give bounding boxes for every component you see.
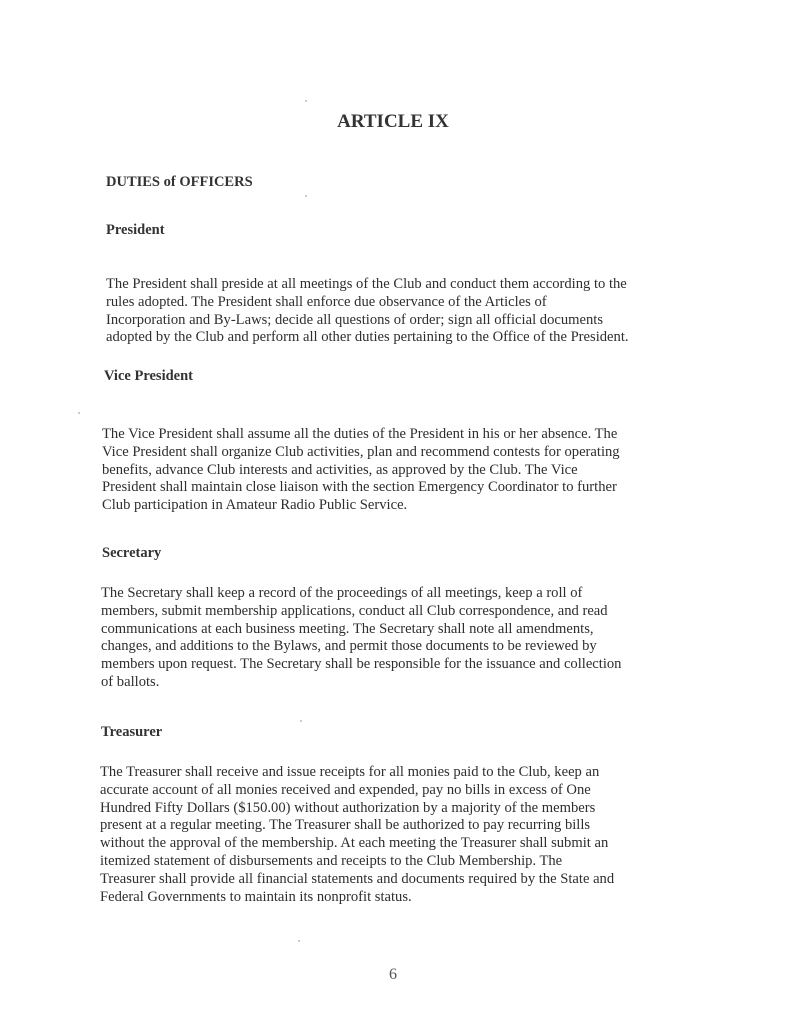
article-title: ARTICLE IX [337, 111, 449, 132]
paragraph-vice-president: The Vice President shall assume all the duties of the President in his or her absence. The Vice President shall organize Club activities, plan and recommend contests for operating benefits, advance Club interests and activities, as approved by the Club. The Vice President shall maintain close liaison with the section Emergency Coordinator to further Club participation in Amateur Radio Public Service. [102, 426, 620, 514]
scan-speck [305, 100, 307, 102]
scan-speck [298, 940, 300, 942]
heading-president: President [106, 222, 165, 238]
page-number: 6 [389, 966, 397, 983]
heading-vice-president: Vice President [104, 368, 193, 384]
heading-secretary: Secretary [102, 545, 162, 561]
scan-speck [78, 412, 80, 414]
paragraph-secretary: The Secretary shall keep a record of the proceedings of all meetings, keep a roll of members, submit membership applications, conduct all Club correspondence, and read communications at each business meeting. The Secretary shall note all amendments, changes, and additions to the Bylaws, and permit those documents to be reviewed by members upon request. The Secretary shall be responsible for the issuance and collection of ballots. [101, 585, 622, 690]
heading-treasurer: Treasurer [101, 724, 163, 740]
paragraph-president: The President shall preside at all meetings of the Club and conduct them according to the rules adopted. The President shall enforce due observance of the Articles of Incorporation and By-Laws; decide all questions of order; sign all official documents adopted by the Club and perform all other duties pertaining to the Office of the President. [106, 276, 629, 346]
scan-speck [300, 720, 302, 722]
paragraph-treasurer: The Treasurer shall receive and issue receipts for all monies paid to the Club, keep an accurate account of all monies received and expended, pay no bills in excess of One Hundred Fifty Dollars ($150.00) without authorization by a majority of the members present at a regular meeting. The Treasurer shall be authorized to pay recurring bills without the approval of the membership. At each meeting the Treasurer shall submit an itemized statement of disbursements and receipts to the Club Membership. The Treasurer shall provide all financial statements and documents required by the State and Federal Governments to maintain its nonprofit status. [100, 764, 615, 905]
section-title: DUTIES of OFFICERS [106, 174, 253, 190]
scan-speck [305, 195, 307, 197]
